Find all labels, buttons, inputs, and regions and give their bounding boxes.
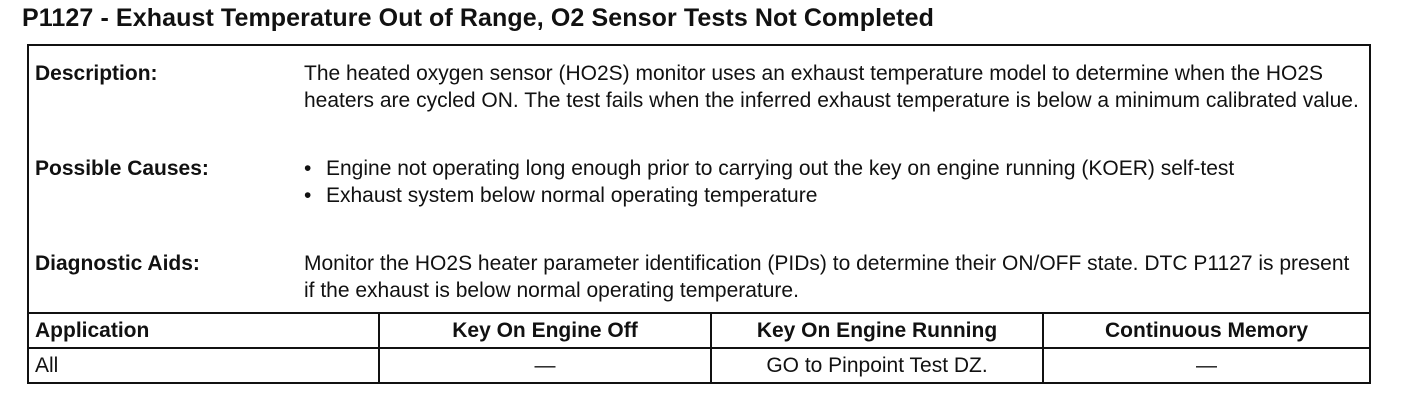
diagnostic-aids-text (304, 250, 1364, 304)
possible-causes-text (304, 155, 1364, 209)
possible-causes-list (304, 155, 1364, 209)
bullet-icon: • (304, 184, 312, 207)
possible-causes-label: Possible Causes: (35, 157, 209, 180)
table-cell-key-on-engine-off: — (379, 348, 711, 382)
application-table (29, 312, 1369, 382)
column-header-continuous-memory: Continuous Memory (1043, 313, 1369, 348)
list-item (304, 182, 1364, 209)
description-paragraph: The heated oxygen sensor (HO2S) monitor uses an exhaust temperature model to determine when the HO2S heaters are cycled ON. The test fails when the inferred exhaust temperature is below a minimum calibrated value. (304, 62, 1359, 112)
bullet-icon: • (304, 157, 312, 180)
list-item-text: Engine not operating long enough prior to carrying out the key on engine running (KOER) self-test (326, 157, 1235, 180)
table-cell-continuous-memory: — (1043, 348, 1369, 382)
list-item-text: Exhaust system below normal operating temperature (326, 184, 818, 207)
dtc-details (29, 46, 1369, 312)
table-header-row (29, 313, 1369, 348)
dtc-info-box (27, 44, 1371, 384)
column-header-key-on-engine-running: Key On Engine Running (711, 313, 1043, 348)
page-title: P1127 - Exhaust Temperature Out of Range, O2 Sensor Tests Not Completed (22, 4, 934, 32)
description-label: Description: (35, 62, 158, 85)
table-row (29, 348, 1369, 382)
table-cell-application: All (29, 348, 379, 382)
diagnostic-aids-label: Diagnostic Aids: (35, 252, 200, 275)
column-header-application: Application (29, 313, 379, 348)
list-item (304, 155, 1364, 182)
column-header-key-on-engine-off: Key On Engine Off (379, 313, 711, 348)
diagnostic-aids-paragraph: Monitor the HO2S heater parameter identification (PIDs) to determine their ON/OFF state. DTC P1127 is present if the exhaust is below normal operating temperature. (304, 252, 1350, 302)
table-cell-key-on-engine-running: GO to Pinpoint Test DZ. (711, 348, 1043, 382)
description-text (304, 60, 1364, 114)
